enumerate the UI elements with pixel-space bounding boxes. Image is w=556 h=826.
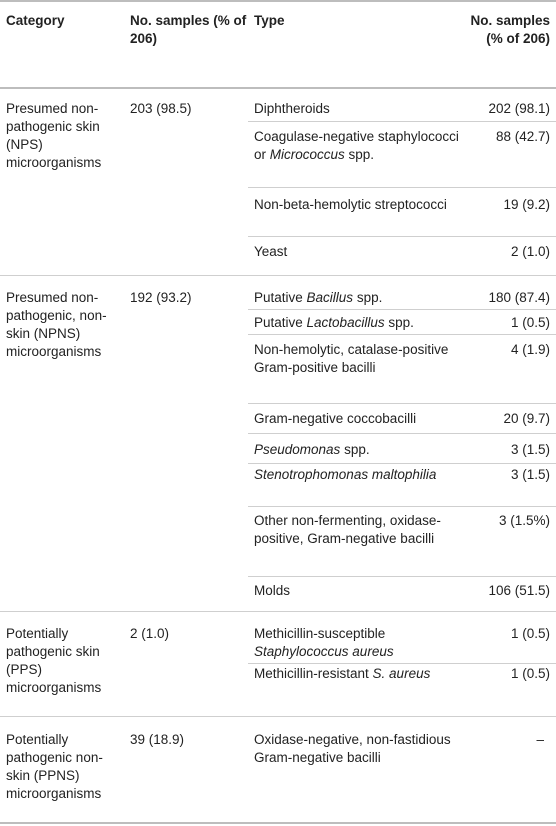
- row-divider: [248, 236, 556, 237]
- table-top-rule: [0, 0, 556, 2]
- type-name: Putative Lactobacillus spp.: [254, 315, 414, 330]
- type-value: 1 (0.5): [510, 626, 550, 641]
- row-divider: [248, 187, 556, 188]
- type-name: Non-hemolytic, catalase-positive Gram-positive bacilli: [254, 342, 449, 375]
- type-name: Molds: [254, 583, 291, 598]
- type-name: Putative Bacillus spp.: [254, 290, 383, 305]
- row-divider: [248, 433, 556, 434]
- row-divider: [248, 309, 556, 310]
- type-value: 3 (1.5%): [498, 513, 550, 528]
- type-value: 2 (1.0): [510, 244, 550, 259]
- type-value: 1 (0.5): [510, 666, 550, 681]
- group-samples: 39 (18.9): [130, 732, 185, 747]
- group-samples: 192 (93.2): [130, 290, 192, 305]
- type-value: 4 (1.9): [510, 342, 550, 357]
- group-category: Presumed non-pathogenic skin (NPS) microorganisms: [6, 101, 102, 170]
- type-name: Non-beta-hemolytic streptococci: [254, 197, 447, 212]
- type-value: 3 (1.5): [510, 442, 550, 457]
- row-divider: [248, 463, 556, 464]
- type-value: 180 (87.4): [488, 290, 550, 305]
- type-name: Pseudomonas spp.: [254, 442, 370, 457]
- group-category: Presumed non-pathogenic, non-skin (NPNS) microorganisms: [6, 290, 107, 359]
- header-rule: [0, 87, 556, 89]
- row-divider: [248, 403, 556, 404]
- row-divider: [248, 663, 556, 664]
- type-name: Diphtheroids: [254, 101, 330, 116]
- header-type-samples: No. samples (% of 206): [470, 13, 550, 46]
- header-category: Category: [6, 13, 65, 28]
- row-divider: [248, 334, 556, 335]
- header-type: Type: [254, 13, 285, 28]
- type-name: Yeast: [254, 244, 288, 259]
- type-value: 1 (0.5): [510, 315, 550, 330]
- group-divider: [0, 611, 556, 612]
- table-bottom-rule: [0, 822, 556, 824]
- row-divider: [248, 506, 556, 507]
- type-value: 3 (1.5): [510, 467, 550, 482]
- type-name: Methicillin-resistant S. aureus: [254, 666, 431, 681]
- type-value: 202 (98.1): [488, 101, 550, 116]
- type-name: Coagulase-negative staphylococci or Micrococcus spp.: [254, 129, 459, 162]
- group-samples: 203 (98.5): [130, 101, 192, 116]
- type-name: Gram-negative coccobacilli: [254, 411, 417, 426]
- type-value: –: [536, 732, 544, 747]
- group-samples: 2 (1.0): [130, 626, 170, 641]
- type-value: 106 (51.5): [488, 583, 550, 598]
- group-category: Potentially pathogenic non-skin (PPNS) microorganisms: [6, 732, 103, 801]
- group-divider: [0, 275, 556, 276]
- row-divider: [248, 576, 556, 577]
- group-category: Potentially pathogenic skin (PPS) microorganisms: [6, 626, 102, 695]
- type-name: Oxidase-negative, non-fastidious Gram-negative bacilli: [254, 732, 451, 765]
- type-name: Stenotrophomonas maltophilia: [254, 467, 437, 482]
- type-value: 20 (9.7): [503, 411, 550, 426]
- type-name: Other non-fermenting, oxidase-positive, Gram-negative bacilli: [254, 513, 441, 546]
- type-name: Methicillin-susceptible Staphylococcus aureus: [254, 626, 394, 659]
- group-divider: [0, 716, 556, 717]
- type-value: 19 (9.2): [503, 197, 550, 212]
- header-samples: No. samples (% of 206): [130, 13, 247, 46]
- row-divider: [248, 121, 556, 122]
- type-value: 88 (42.7): [495, 129, 550, 144]
